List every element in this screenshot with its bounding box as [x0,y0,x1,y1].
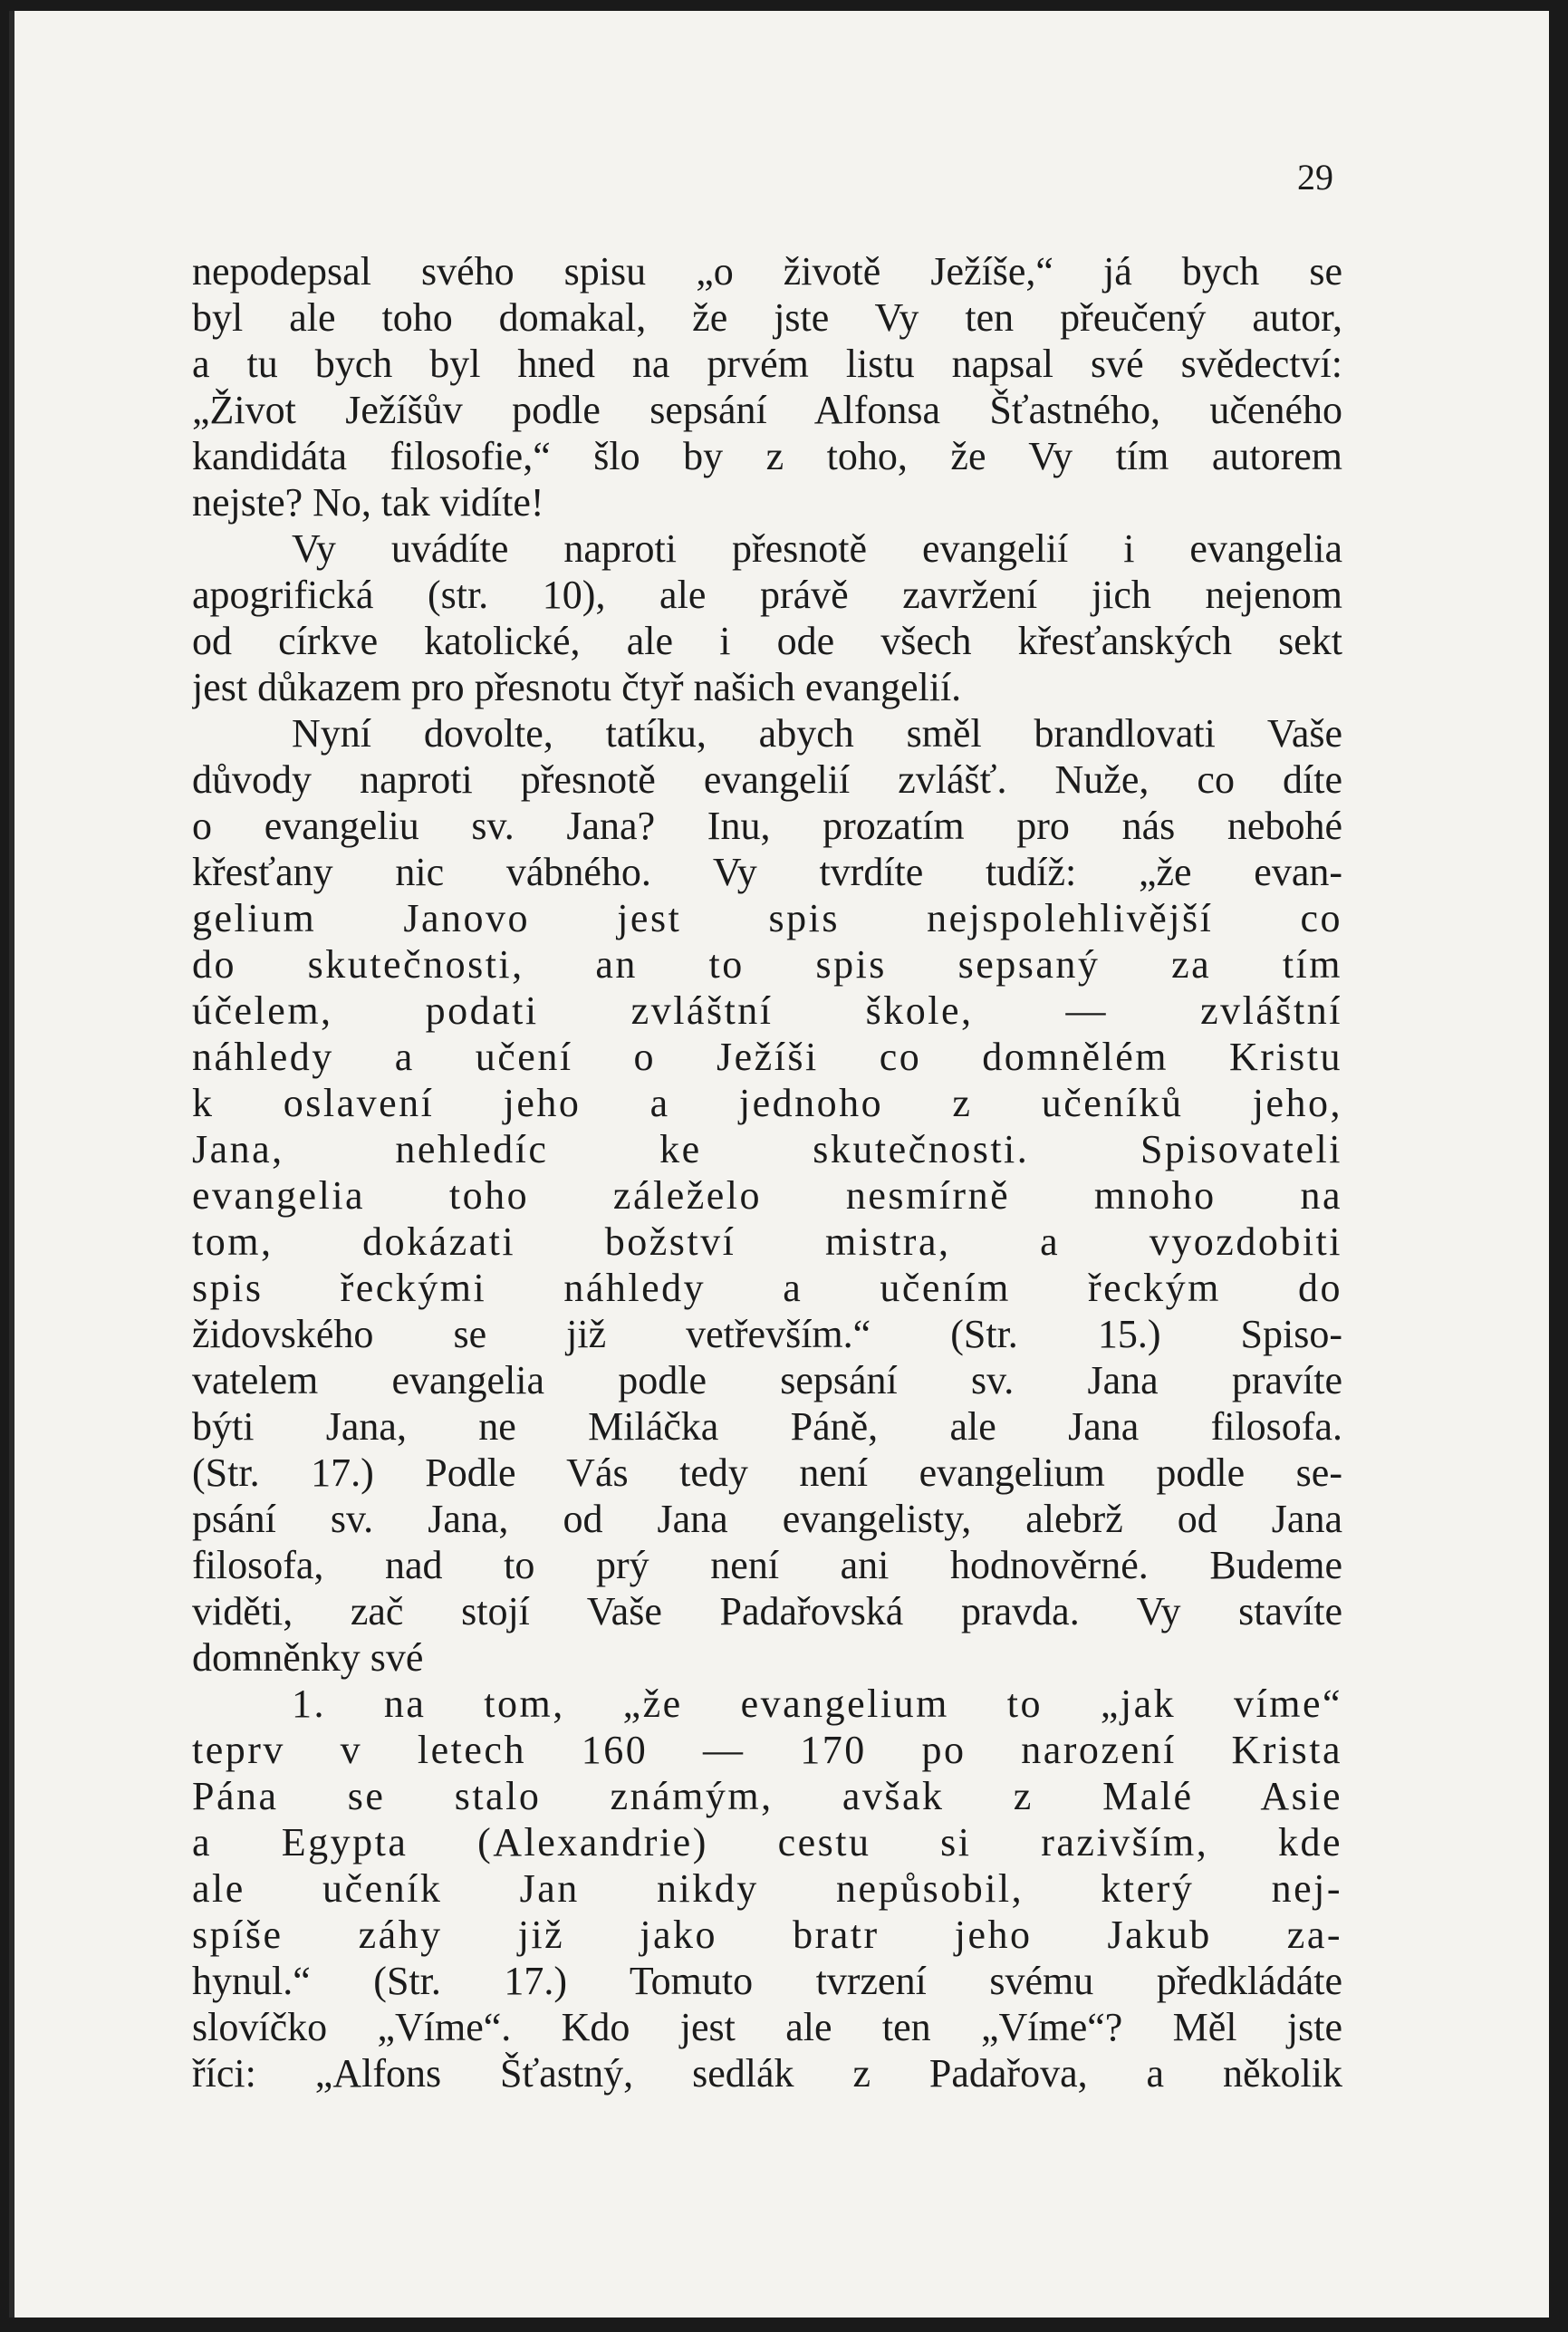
binding-edge [9,11,14,2318]
text-line: spíše záhy již jako bratr jeho Jakub za- [192,1913,1342,1957]
text-line: slovíčko „Víme“. Kdo jest ale ten „Víme“? Měl jste [192,2005,1342,2049]
text-line: a Egypta (Alexandrie) cestu si razivším, kde [192,1820,1342,1865]
text-line: „Život Ježíšův podle sepsání Alfonsa Šťastného, učeného [192,388,1342,432]
text-line: Vy uvádíte naproti přesnotě evangelií i evangelia [292,526,1342,571]
text-line: a tu bych byl hned na prvém listu napsal své svědectví: [192,342,1342,386]
text-line: tom, dokázati božství mistra, a vyozdobiti [192,1219,1342,1264]
text-line: křesťany nic vábného. Vy tvrdíte tudíž: „že evan- [192,850,1342,894]
text-line: ale učeník Jan nikdy nepůsobil, který nej- [192,1866,1342,1911]
text-line: gelium Janovo jest spis nejspolehlivější co [192,896,1342,940]
text-line: říci: „Alfons Šťastný, sedlák z Padařova, a několik [192,2051,1342,2096]
text-line: byl ale toho domakal, že jste Vy ten přeučený autor, [192,295,1342,340]
text-line: apogrifická (str. 10), ale právě zavržení jich nejenom [192,573,1342,617]
text-line: od církve katolické, ale i ode všech křesťanských sekt [192,619,1342,663]
text-line: evangelia toho záleželo nesmírně mnoho na [192,1173,1342,1218]
text-line: náhledy a učení o Ježíši co domnělém Kristu [192,1035,1342,1079]
text-line: nejste? No, tak vidíte! [192,480,544,525]
text-line: židovského se již vetřevším.“ (Str. 15.) Spiso- [192,1312,1342,1356]
text-line: Pána se stalo známým, avšak z Malé Asie [192,1774,1342,1818]
text-line: Nyní dovolte, tatíku, abych směl brandlovati Vaše [292,711,1342,756]
body-text [192,248,1342,2096]
text-line: psání sv. Jana, od Jana evangelisty, alebrž od Jana [192,1497,1342,1541]
text-line: 1. na tom, „že evangelium to „jak víme“ [292,1682,1342,1726]
text-line: (Str. 17.) Podle Vás tedy není evangelium podle se- [192,1450,1342,1495]
text-line: hynul.“ (Str. 17.) Tomuto tvrzení svému předkládáte [192,1959,1342,2003]
text-line: kandidáta filosofie,“ šlo by z toho, že Vy tím autorem [192,434,1342,478]
text-line: do skutečnosti, an to spis sepsaný za tím [192,942,1342,987]
text-line: nepodepsal svého spisu „o životě Ježíše,“ já bych se [192,249,1342,294]
book-page [9,11,1549,2318]
text-line: teprv v letech 160 — 170 po narození Krista [192,1728,1342,1772]
text-line: spis řeckými náhledy a učením řeckým do [192,1266,1342,1310]
text-line: Jana, nehledíc ke skutečnosti. Spisovateli [192,1127,1342,1171]
page-number: 29 [1297,157,1333,198]
text-line: býti Jana, ne Miláčka Páně, ale Jana filosofa. [192,1404,1342,1449]
text-line: jest důkazem pro přesnotu čtyř našich evangelií. [192,665,962,709]
text-line: filosofa, nad to prý není ani hodnověrné. Budeme [192,1543,1342,1587]
text-line: důvody naproti přesnotě evangelií zvlášť. Nuže, co díte [192,757,1342,802]
text-line: k oslavení jeho a jednoho z učeníků jeho, [192,1081,1342,1125]
text-line: viděti, zač stojí Vaše Padařovská pravda. Vy stavíte [192,1589,1342,1633]
text-line: domněnky své [192,1635,424,1680]
text-line: o evangeliu sv. Jana? Inu, prozatím pro nás nebohé [192,804,1342,848]
text-line: vatelem evangelia podle sepsání sv. Jana pravíte [192,1358,1342,1402]
text-line: účelem, podati zvláštní škole, — zvláštní [192,988,1342,1033]
